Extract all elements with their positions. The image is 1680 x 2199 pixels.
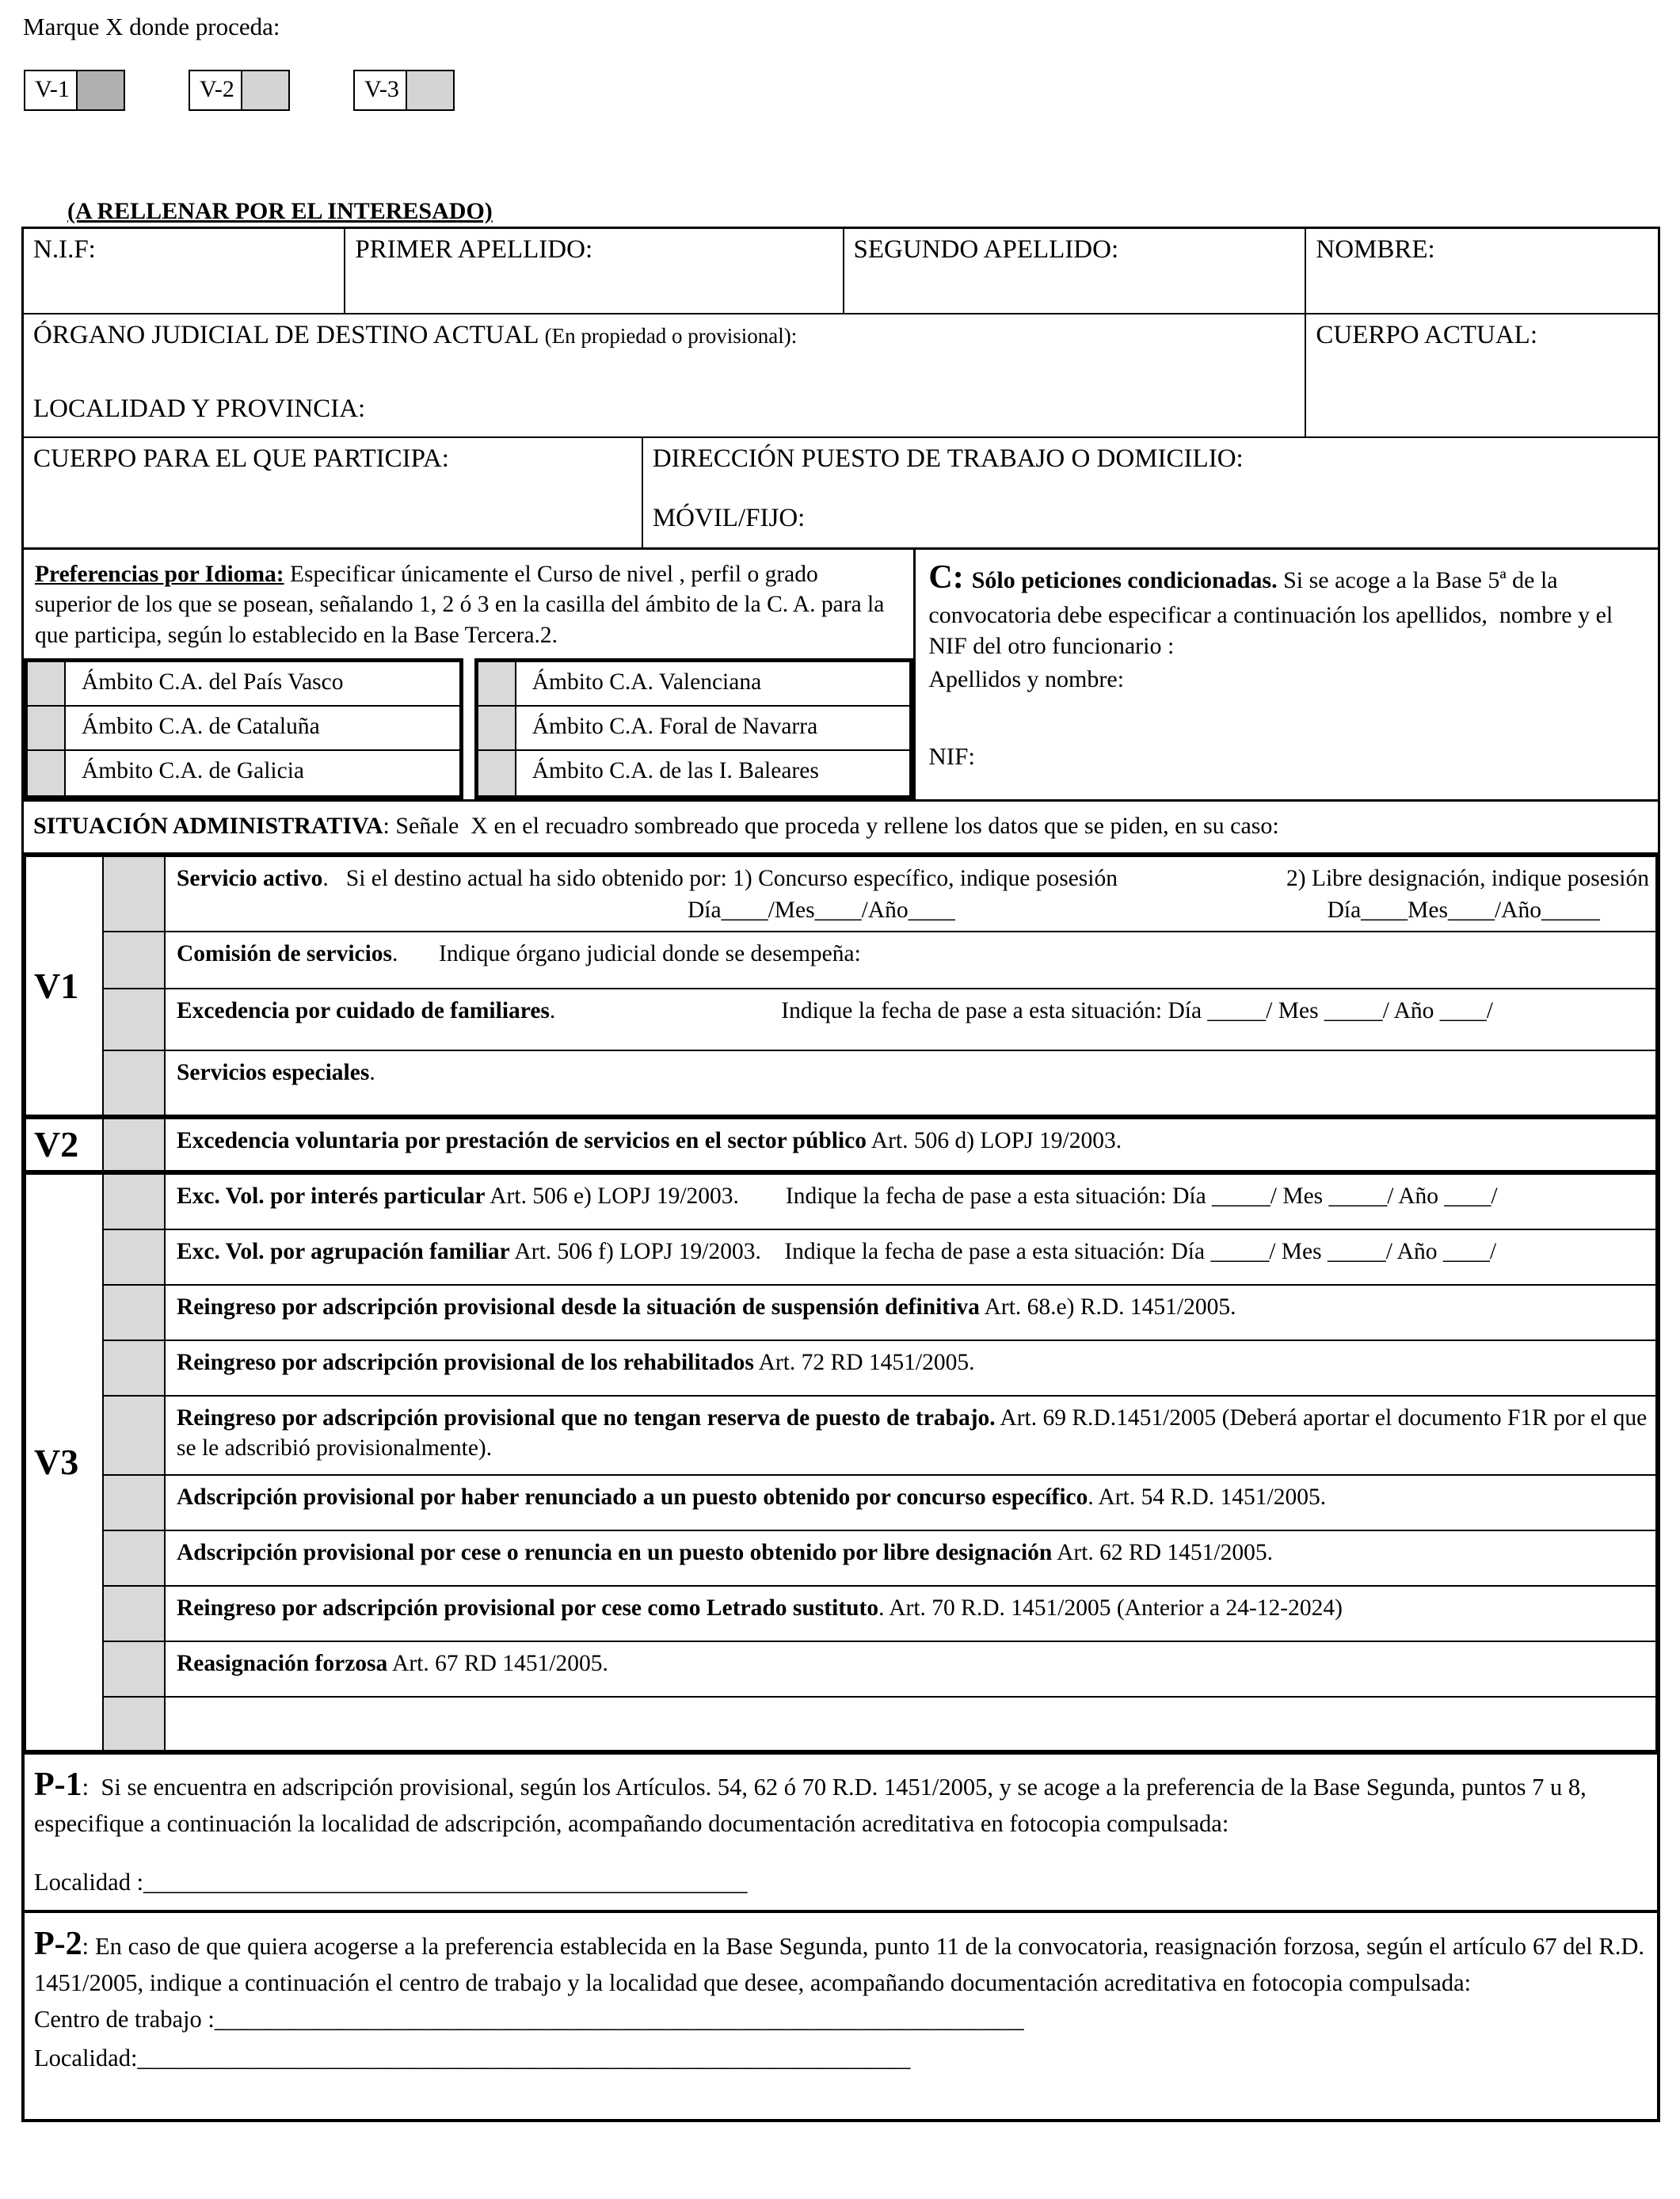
preferencias-idioma-body: Especificar únicamente el Curso de nivel , perfil o grado superior de los que se posean, señalando 1, 2 ó 3 en la casilla del ámbito de la C. A. para la que participa, según lo establecido en la Base Tercera.2. xyxy=(35,562,890,648)
v2-block-label: V2 xyxy=(34,1124,79,1165)
ambito-valenciana-checkbox[interactable] xyxy=(478,662,516,705)
adscripcion-cese-libre-designacion-checkbox[interactable] xyxy=(104,1531,166,1585)
ambito-table-right xyxy=(474,658,914,799)
row-text-rest: Art. 72 RD 1451/2005. xyxy=(753,1349,975,1375)
version-options xyxy=(24,70,1660,111)
v1-option-checkbox[interactable] xyxy=(78,71,124,109)
organo-destino-line xyxy=(33,321,1297,350)
comision-servicios-row xyxy=(104,932,1655,989)
p1-text xyxy=(34,1763,1644,1839)
organo-destino-field[interactable] xyxy=(24,314,1305,436)
row-text-rest: Art. 506 d) LOPJ 19/2003. xyxy=(867,1127,1122,1153)
apellidos-nombre-label: Apellidos y nombre: xyxy=(928,665,1125,692)
ambito-cataluna-label: Ámbito C.A. de Cataluña xyxy=(82,714,320,740)
p1-section xyxy=(21,1751,1660,1913)
localidad-provincia-label: LOCALIDAD Y PROVINCIA: xyxy=(33,394,366,423)
section-header-interesado: (A RELLENAR POR EL INTERESADO) xyxy=(67,198,493,224)
row-text-bold: Reingreso por adscripción provisional por cese como Letrado sustituto xyxy=(177,1595,879,1621)
ambito-pais-vasco-label: Ámbito C.A. del País Vasco xyxy=(82,669,344,696)
situacion-title: SITUACIÓN ADMINISTRATIVA xyxy=(33,813,383,840)
comision-servicios-checkbox[interactable] xyxy=(104,932,166,988)
v3-option-label: V-3 xyxy=(355,71,407,109)
ambito-navarra-label: Ámbito C.A. Foral de Navarra xyxy=(531,714,818,740)
row-text-bold: Adscripción provisional por cese o renuncia en un puesto obtenido por libre designación xyxy=(177,1539,1053,1565)
nombre-label: NOMBRE: xyxy=(1316,235,1435,264)
condicionadas-nif-field[interactable] xyxy=(928,742,1647,771)
excedencia-familiares-checkbox[interactable] xyxy=(104,989,166,1050)
reingreso-sin-reserva-checkbox[interactable] xyxy=(104,1397,166,1474)
servicio-activo-content xyxy=(166,857,1655,931)
servicio-fecha-2: Día____Mes____/Año_____ xyxy=(1327,898,1600,924)
row-text-bold: Reasignación forzosa xyxy=(177,1650,388,1676)
row-text-bold: Excedencia voluntaria por prestación de servicios en el sector público xyxy=(177,1127,867,1153)
condicionadas-text xyxy=(928,556,1647,661)
servicio-activo-line1 xyxy=(177,863,1649,894)
v3-option xyxy=(353,70,455,111)
table-row xyxy=(24,438,1658,547)
cuerpo-participa-field[interactable] xyxy=(24,438,642,547)
p1-localidad-field[interactable] xyxy=(34,1866,1644,1899)
servicio-activo-opcion2: 2) Libre designación, indique posesión xyxy=(1286,866,1649,892)
reasignacion-forzosa-row xyxy=(104,1642,1655,1698)
apellidos-nombre-field[interactable] xyxy=(928,666,1647,693)
primer-apellido-label: PRIMER APELLIDO: xyxy=(355,235,593,264)
row-content xyxy=(166,1397,1655,1474)
exc-interes-particular-checkbox[interactable] xyxy=(104,1175,166,1229)
top-instruction: Marque X donde proceda: xyxy=(23,13,280,40)
p2-text xyxy=(34,1923,1644,1999)
direccion-label: DIRECCIÓN PUESTO DE TRABAJO O DOMICILIO: xyxy=(652,444,1244,473)
segundo-apellido-field[interactable] xyxy=(843,229,1305,313)
row-text-rest: Art. 69 R.D.1451/2005 (Deberá aportar el documento F1R por el que se le adscribió provisionalmente). xyxy=(177,1404,1653,1462)
v1-rows xyxy=(102,857,1655,1115)
nif-field[interactable] xyxy=(24,229,344,313)
v1-block-label: V1 xyxy=(34,965,79,1006)
excedencia-sector-publico-content xyxy=(166,1119,1655,1170)
adscripcion-cese-libre-designacion-row xyxy=(104,1531,1655,1587)
row-text-rest: . Art. 70 R.D. 1451/2005 (Anterior a 24-12-2024) xyxy=(878,1595,1343,1621)
row-text-rest: . xyxy=(549,997,556,1023)
p1-localidad-line: Localidad :__________________________________________________ xyxy=(34,1869,748,1896)
row-text-rest: Art. 68.e) R.D. 1451/2005. xyxy=(979,1294,1236,1320)
table-row xyxy=(24,229,1658,314)
ambito-baleares-label: Ámbito C.A. de las I. Baleares xyxy=(531,758,819,784)
comision-servicios-content xyxy=(166,932,1655,988)
row-text-bold: Reingreso por adscripción provisional de los rehabilitados xyxy=(177,1349,754,1375)
servicio-fecha-1: Día____/Mes____/Año____ xyxy=(688,898,955,924)
row-content xyxy=(166,1230,1655,1284)
exc-agrupacion-familiar-checkbox[interactable] xyxy=(104,1230,166,1284)
p2-localidad-line: Localidad:________________________________________________________________ xyxy=(34,2044,911,2071)
servicios-especiales-checkbox[interactable] xyxy=(104,1051,166,1115)
row-text-bold: Servicios especiales xyxy=(177,1059,370,1085)
reingreso-cese-letrado-row xyxy=(104,1587,1655,1642)
servicio-activo-row xyxy=(104,857,1655,932)
list-item xyxy=(478,751,910,795)
row-content xyxy=(166,1642,1655,1696)
v3-block-label: V3 xyxy=(34,1442,79,1483)
row-content xyxy=(166,1698,1655,1750)
row-content xyxy=(166,1587,1655,1641)
reasignacion-forzosa-checkbox[interactable] xyxy=(104,1642,166,1696)
organo-destino-label: ÓRGANO JUDICIAL DE DESTINO ACTUAL xyxy=(33,321,545,349)
exc-interes-particular-row xyxy=(104,1175,1655,1230)
v1-option xyxy=(24,70,125,111)
preferencias-section xyxy=(21,550,1660,802)
v3-block xyxy=(21,1170,1660,1755)
v3-rows xyxy=(102,1175,1655,1750)
v1-option-label: V-1 xyxy=(25,71,78,109)
ambito-galicia-label: Ámbito C.A. de Galicia xyxy=(82,758,305,784)
row-text-rest: Art. 62 RD 1451/2005. xyxy=(1052,1539,1273,1565)
servicio-activo-fechas xyxy=(177,895,1649,925)
list-item xyxy=(478,707,910,751)
row-text-bold: Exc. Vol. por agrupación familiar xyxy=(177,1238,510,1264)
reingreso-sin-reserva-row xyxy=(104,1397,1655,1476)
nombre-field[interactable] xyxy=(1305,229,1658,313)
p2-localidad-field[interactable] xyxy=(34,2042,1644,2075)
cuerpo-participa-label: CUERPO PARA EL QUE PARTICIPA: xyxy=(33,444,449,473)
situacion-administrativa-header xyxy=(21,802,1660,852)
excedencia-sector-publico-row xyxy=(104,1119,1655,1170)
v2-option xyxy=(189,70,290,111)
row-text-bold: Comisión de servicios xyxy=(177,940,393,966)
row-text-bold: Servicio activo xyxy=(177,866,323,892)
condicionadas-nif-label: NIF: xyxy=(928,741,975,770)
segundo-apellido-label: SEGUNDO APELLIDO: xyxy=(853,235,1119,264)
v2-rows xyxy=(102,1119,1655,1170)
primer-apellido-field[interactable] xyxy=(344,229,842,313)
row-content xyxy=(166,1531,1655,1585)
movil-fijo-label: MÓVIL/FIJO: xyxy=(652,504,806,532)
v2-option-checkbox[interactable] xyxy=(242,71,288,109)
ambito-tables xyxy=(24,658,913,799)
row-text-rest: . Indique órgano judicial donde se desempeña: xyxy=(392,940,861,966)
row-text-rest: Art. 506 e) LOPJ 19/2003. Indique la fecha de pase a esta situación: Día _____/ Mes _____/ Año ____/ xyxy=(485,1183,1498,1209)
row-text-bold: Adscripción provisional por haber renunciado a un puesto obtenido por concurso específico xyxy=(177,1484,1088,1510)
v2-option-label: V-2 xyxy=(190,71,242,109)
row-text-bold: Reingreso por adscripción provisional desde la situación de suspensión definitiva xyxy=(177,1294,980,1320)
p2-body: : En caso de que quiera acogerse a la preferencia establecida en la Base Segunda, punto 11 de la convocatoria, reasignación forzosa, según el artículo 67 del R.D. 1451/2005, indique a continuación el centro de trabajo y la localidad que desee, acompañando documentación acreditativa en fotocopia compulsada: xyxy=(34,1932,1644,1996)
ambito-galicia-checkbox[interactable] xyxy=(28,751,66,795)
row-content xyxy=(166,1476,1655,1530)
reingreso-rehabilitados-checkbox[interactable] xyxy=(104,1341,166,1395)
adscripcion-renuncia-concurso-checkbox[interactable] xyxy=(104,1476,166,1530)
condicionadas-section xyxy=(916,550,1658,799)
ambito-pais-vasco-checkbox[interactable] xyxy=(28,662,66,705)
v3-extra-row xyxy=(104,1698,1655,1750)
v3-option-checkbox[interactable] xyxy=(407,71,453,109)
row-text-bold: Exc. Vol. por interés particular xyxy=(177,1183,486,1209)
ambito-valenciana-label: Ámbito C.A. Valenciana xyxy=(531,669,762,696)
personal-data-table xyxy=(21,227,1660,550)
reingreso-suspension-definitiva-checkbox[interactable] xyxy=(104,1286,166,1340)
row-text-bold: Reingreso por adscripción provisional que no tengan reserva de puesto de trabajo. xyxy=(177,1404,996,1431)
row-content xyxy=(166,1341,1655,1395)
p1-body: : Si se encuentra en adscripción provisional, según los Artículos. 54, 62 ó 70 R.D. 1451/2005, y se acoge a la preferencia de la Base Segunda, puntos 7 u 8, especifique a continuación la localidad de adscripción, acompañando documentación acreditativa en fotocopia compulsada: xyxy=(34,1773,1593,1837)
situacion-body: : Señale X en el recuadro sombreado que proceda y rellene los datos que se piden, en su caso: xyxy=(383,813,1279,840)
preferencias-idioma-column xyxy=(24,550,916,799)
row-text xyxy=(177,863,1118,894)
p2-centro-field[interactable] xyxy=(34,2003,1644,2036)
list-item xyxy=(28,707,459,751)
reingreso-cese-letrado-checkbox[interactable] xyxy=(104,1587,166,1641)
row-content xyxy=(166,1286,1655,1340)
row-text-bold: Excedencia por cuidado de familiares xyxy=(177,997,550,1023)
row-text-rest: Art. 506 f) LOPJ 19/2003. Indique la fecha de pase a esta situación: Día _____/ Mes _____/ Año ____/ xyxy=(509,1238,1497,1264)
row-text-rest: Art. 67 RD 1451/2005. xyxy=(387,1650,608,1676)
servicios-especiales-content xyxy=(166,1051,1655,1115)
v3-extra-checkbox[interactable] xyxy=(104,1698,166,1750)
row-text-rest: . Art. 54 R.D. 1451/2005. xyxy=(1088,1484,1327,1510)
table-row xyxy=(24,314,1658,438)
organo-destino-note: (En propiedad o provisional): xyxy=(544,324,798,348)
excedencia-familiares-content xyxy=(166,989,1655,1050)
condicionadas-c-label: C: xyxy=(928,559,964,596)
cuerpo-actual-field[interactable] xyxy=(1305,314,1658,436)
list-item xyxy=(478,662,910,707)
p1-label: P-1 xyxy=(34,1766,82,1803)
row-text-rest: . Si el destino actual ha sido obtenido por: 1) Concurso específico, indique posesión xyxy=(322,866,1118,892)
cuerpo-actual-label: CUERPO ACTUAL: xyxy=(1316,321,1538,349)
list-item xyxy=(28,662,459,707)
condicionadas-title: Sólo peticiones condicionadas. xyxy=(971,567,1278,593)
direccion-field[interactable] xyxy=(642,438,1658,547)
reingreso-rehabilitados-row xyxy=(104,1341,1655,1397)
p2-centro-line: Centro de trabajo :___________________________________________________________________ xyxy=(34,2006,1024,2033)
excedencia-fecha: Indique la fecha de pase a esta situación: Día _____/ Mes _____/ Año ____/ xyxy=(781,997,1493,1023)
condicionadas-body: Si se acoge a la Base 5ª de la convocatoria debe especificar a continuación los apellidos, nombre y el NIF del otro funcionario : xyxy=(928,567,1619,659)
nif-label: N.I.F: xyxy=(33,235,96,264)
servicio-activo-checkbox[interactable] xyxy=(104,857,166,931)
p2-section xyxy=(21,1910,1660,2122)
ambito-table-left xyxy=(24,658,463,799)
ambito-cataluna-checkbox[interactable] xyxy=(28,707,66,749)
v2-block xyxy=(21,1115,1660,1175)
servicios-especiales-row xyxy=(104,1051,1655,1115)
row-content xyxy=(166,1175,1655,1229)
ambito-baleares-checkbox[interactable] xyxy=(478,751,516,795)
list-item xyxy=(28,751,459,795)
exc-agrupacion-familiar-row xyxy=(104,1230,1655,1286)
preferencias-idioma-title: Preferencias por Idioma: xyxy=(35,562,284,587)
excedencia-sector-publico-checkbox[interactable] xyxy=(104,1119,166,1170)
v1-block xyxy=(21,852,1660,1119)
excedencia-familiares-row xyxy=(104,989,1655,1051)
row-text-rest: . xyxy=(369,1059,375,1085)
p2-label: P-2 xyxy=(34,1925,82,1962)
preferencias-idioma-text xyxy=(24,550,913,658)
reingreso-suspension-definitiva-row xyxy=(104,1286,1655,1341)
adscripcion-renuncia-concurso-row xyxy=(104,1476,1655,1531)
ambito-navarra-checkbox[interactable] xyxy=(478,707,516,749)
